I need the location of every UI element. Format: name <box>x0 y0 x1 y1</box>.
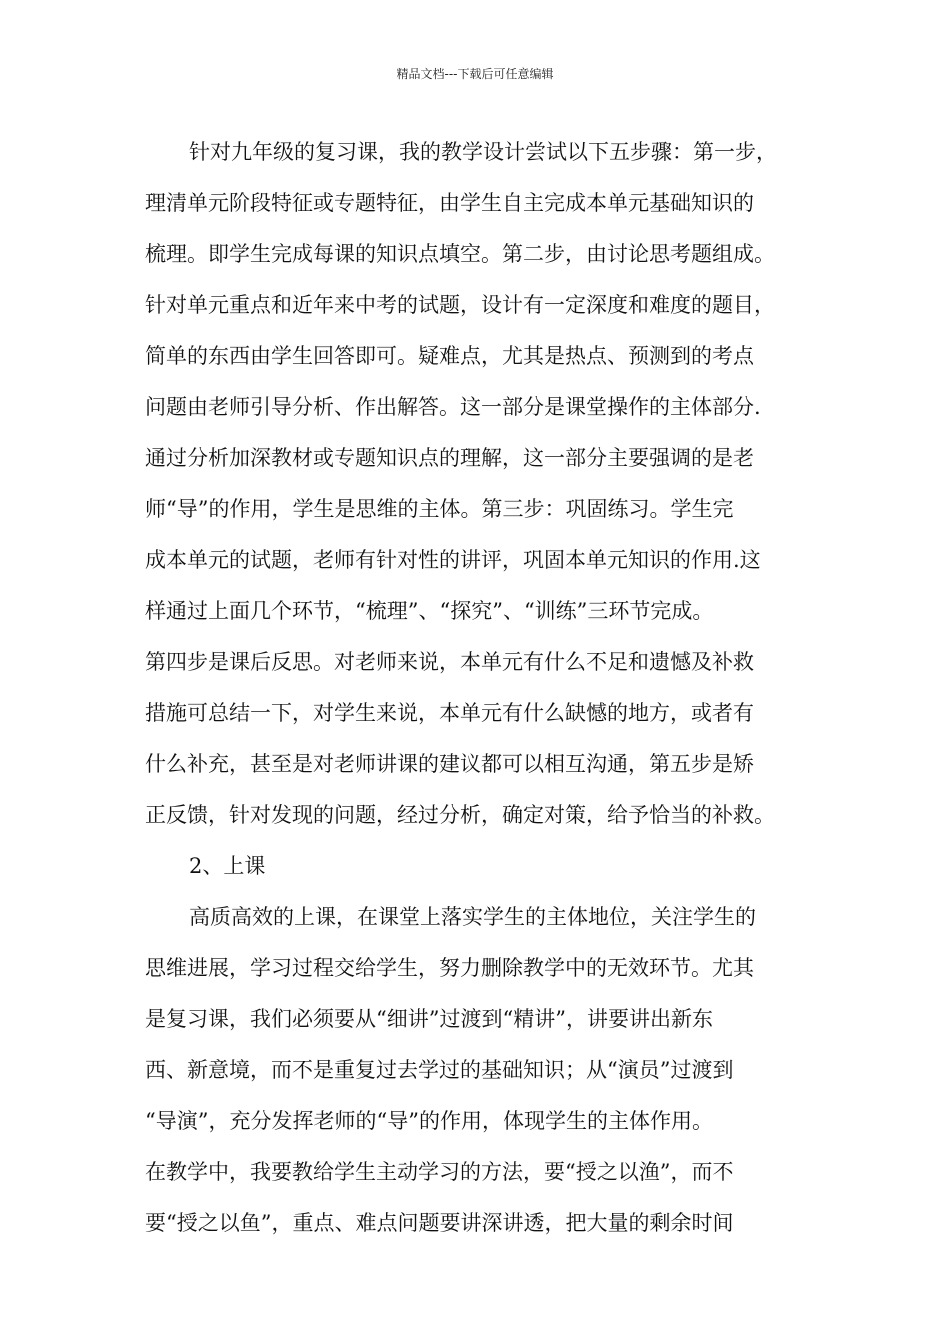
paragraph-line: 是复习课，我们必须要从“细讲”过渡到“精讲”，讲要讲出新东 <box>145 1007 713 1031</box>
section-heading: 2、上课 <box>189 854 266 878</box>
paragraph-line: 什么补充，甚至是对老师讲课的建议都可以相互沟通，第五步是矫 <box>145 752 754 776</box>
paragraph-line: 在教学中，我要教给学生主动学习的方法，要“授之以渔”，而不 <box>145 1160 734 1184</box>
paragraph-line: 成本单元的试题，老师有针对性的讲评，巩固本单元知识的作用.这 <box>145 548 761 572</box>
paragraph-line: 师“导”的作用，学生是思维的主体。第三步：巩固练习。学生完 <box>145 497 734 521</box>
paragraph-line: 正反馈，针对发现的问题，经过分析，确定对策，给予恰当的补救。 <box>145 803 775 827</box>
paragraph-line: 问题由老师引导分析、作出解答。这一部分是课堂操作的主体部分. <box>145 395 761 419</box>
paragraph-line: 理清单元阶段特征或专题特征，由学生自主完成本单元基础知识的 <box>145 191 754 215</box>
page-header: 精品文档---下载后可任意编辑 <box>396 67 554 81</box>
paragraph-line: 样通过上面几个环节，“梳理”、“探究”、“训练”三环节完成。 <box>145 599 714 623</box>
paragraph-line: 西、新意境，而不是重复过去学过的基础知识；从“演员”过渡到 <box>145 1058 734 1082</box>
paragraph-line: 第四步是课后反思。对老师来说，本单元有什么不足和遗憾及补救 <box>145 650 754 674</box>
paragraph-line: 思维进展，学习过程交给学生，努力删除教学中的无效环节。尤其 <box>145 956 754 980</box>
document-body <box>145 132 825 1254</box>
paragraph-line: 针对九年级的复习课，我的教学设计尝试以下五步骤：第一步， <box>189 140 777 164</box>
paragraph-line: 针对单元重点和近年来中考的试题，设计有一定深度和难度的题目， <box>145 293 775 317</box>
paragraph-line: 措施可总结一下，对学生来说，本单元有什么缺憾的地方，或者有 <box>145 701 754 725</box>
paragraph-line: 简单的东西由学生回答即可。疑难点，尤其是热点、预测到的考点 <box>145 344 754 368</box>
paragraph-line: “导演”，充分发挥老师的“导”的作用，体现学生的主体作用。 <box>145 1109 713 1133</box>
paragraph-line: 高质高效的上课，在课堂上落实学生的主体地位，关注学生的 <box>189 905 756 929</box>
paragraph-line: 通过分析加深教材或专题知识点的理解，这一部分主要强调的是老 <box>145 446 754 470</box>
paragraph-line: 梳理。即学生完成每课的知识点填空。第二步，由讨论思考题组成。 <box>145 242 775 266</box>
paragraph-line: 要“授之以鱼”，重点、难点问题要讲深讲透，把大量的剩余时间 <box>145 1211 734 1235</box>
